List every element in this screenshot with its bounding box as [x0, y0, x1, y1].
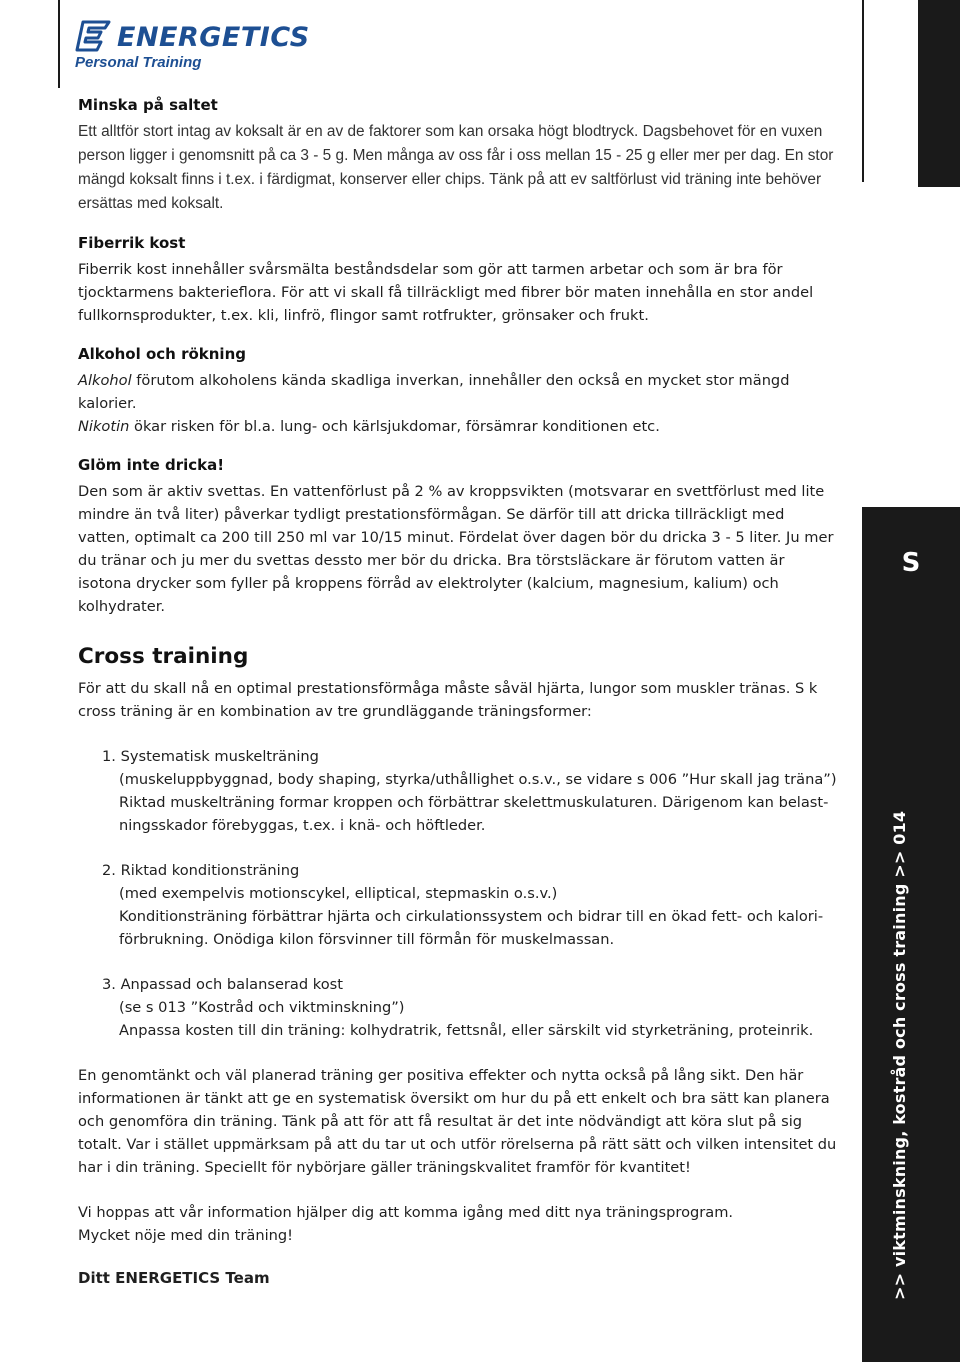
- logo-tagline: Personal Training: [75, 54, 202, 71]
- section-body: Ett alltför stort intag av koksalt är en av de faktorer som kan orsaka högt blodtryck. Dagsbehovet för en vuxen person ligger i genomsnitt på ca 3 - 5 g. Men många av oss får i oss mellan 15 - 25 g eller mer per dag. En stor mängd koksalt finns i t.ex. i färdigmat, konserver eller chips. Tänk på att ev saltförlust vid träning inte behöver ersättas med koksalt.: [78, 123, 834, 212]
- section-drink: [78, 456, 838, 618]
- section-alcohol: [78, 345, 838, 438]
- energetics-logo: [75, 20, 315, 75]
- list-item-title: 3. Anpassad och balanserad kost: [102, 976, 343, 993]
- side-tab-vertical-text: >> viktminskning, kostråd och cross training >> 014: [890, 810, 909, 1300]
- signature: Ditt ENERGETICS Team: [78, 1269, 270, 1287]
- list-item: [102, 745, 838, 837]
- nicotine-term: Nikotin: [78, 418, 130, 435]
- section-body: Fiberrik kost innehåller svårsmälta beståndsdelar som gör att tarmen arbetar och som är bra för tjocktarmens bakterieflora. För att vi skall få tillräckligt med fibrer bör maten innehålla en stor andel fullkornsprodukter, t.ex. kli, linfrö, flingor samt rotfrukter, grönsaker och frukt.: [78, 261, 814, 324]
- cross-training-summary: En genomtänkt och väl planerad träning ger positiva effekter och nytta också på lång sikt. Den här informationen är tänkt att ge en systematisk översikt om hur du på ett enkelt och bra sätt kan planera och genomföra din träning. Tänk på att för att få resultat är det inte nödvändigt att köra slut på sig totalt. Var i stället uppmärksam på att du tar ut och utför rörelserna på rätt sätt och vilken intensitet du har i din träning. Speciellt för nybörjare gäller träningskvalitet framför för kvantitet!: [78, 1067, 837, 1176]
- section-fiber: [78, 234, 838, 327]
- frame-line-right: [862, 0, 864, 182]
- section-body: Den som är aktiv svettas. En vattenförlust på 2 % av kroppsvikten (motsvarar en svettförlust med lite mindre än två liter) påverkar tydligt prestationsförmågan. Se därför till att dricka tillräckligt med vatten, optimalt ca 200 till 250 ml var 10/15 minut. Fördelat över dagen bör du dricka 3 - 5 liter. Ju mer du tränar och ju mer du svettas dessto mer bör du dricka. Bra törstsläckare är förutom vatten är isotona drycker som fyller på kroppens förråd av elektrolyter (kalcium, magnesium, kalium) och kolhydrater.: [78, 483, 834, 615]
- section-cross-training: [78, 644, 838, 1287]
- nicotine-paragraph: [78, 415, 838, 438]
- list-item-line: Konditionsträning förbättrar hjärta och cirkulationssystem och bidrar till en ökad fett- och kalori-förbrukning. Onödiga kilon försvinner till förmån för muskelmassan.: [119, 908, 824, 948]
- side-tab: [862, 507, 960, 1362]
- energetics-logo-mark-icon: [75, 20, 111, 52]
- section-heading: Glöm inte dricka!: [78, 456, 225, 474]
- main-content: [78, 96, 838, 1287]
- alcohol-term: Alkohol: [78, 372, 132, 389]
- section-heading: Minska på saltet: [78, 96, 218, 114]
- section-heading: Alkohol och rökning: [78, 345, 246, 363]
- cross-training-heading: Cross training: [78, 644, 249, 669]
- side-tab-top: [918, 0, 960, 187]
- spacer: [78, 1179, 838, 1201]
- training-forms-list: [102, 745, 838, 1042]
- cross-training-intro: För att du skall nå en optimal prestationsförmåga måste såväl hjärta, lungor som muskler tränas. S k cross träning är en kombination av tre grundläggande träningsformer:: [78, 680, 818, 720]
- closing-line: Mycket nöje med din träning!: [78, 1227, 294, 1244]
- section-salt: [78, 96, 838, 216]
- list-item-line: (se s 013 ”Kostråd och viktminskning”): [119, 999, 405, 1016]
- list-item-title: 1. Systematisk muskelträning: [102, 748, 319, 765]
- frame-line-left: [58, 0, 60, 88]
- alcohol-paragraph: [78, 369, 838, 415]
- section-heading: Fiberrik kost: [78, 234, 186, 252]
- list-item: [102, 973, 838, 1042]
- list-item-line: Riktad muskelträning formar kroppen och förbättrar skelettmuskulaturen. Därigenom kan belast-ningsskador förebyggas, t.ex. i knä- och höftleder.: [119, 794, 829, 834]
- alcohol-text: förutom alkoholens kända skadliga inverkan, innehåller den också en mycket stor mängd kalorier.: [78, 372, 790, 412]
- list-item-title: 2. Riktad konditionsträning: [102, 862, 300, 879]
- closing-line: Vi hoppas att vår information hjälper dig att komma igång med ditt nya träningsprogram.: [78, 1204, 734, 1221]
- list-item-line: (muskeluppbyggnad, body shaping, styrka/uthållighet o.s.v., se vidare s 006 ”Hur skall jag träna”): [119, 771, 837, 788]
- list-item: [102, 859, 838, 951]
- nicotine-text: ökar risken för bl.a. lung- och kärlsjukdomar, försämrar konditionen etc.: [129, 418, 660, 435]
- list-item-line: (med exempelvis motionscykel, elliptical, stepmaskin o.s.v.): [119, 885, 558, 902]
- logo-name: ENERGETICS: [117, 22, 310, 53]
- list-item-line: Anpassa kosten till din träning: kolhydratrik, fettsnål, eller särskilt vid styrketräning, proteinrik.: [119, 1022, 814, 1039]
- side-tab-letter: S: [901, 548, 921, 578]
